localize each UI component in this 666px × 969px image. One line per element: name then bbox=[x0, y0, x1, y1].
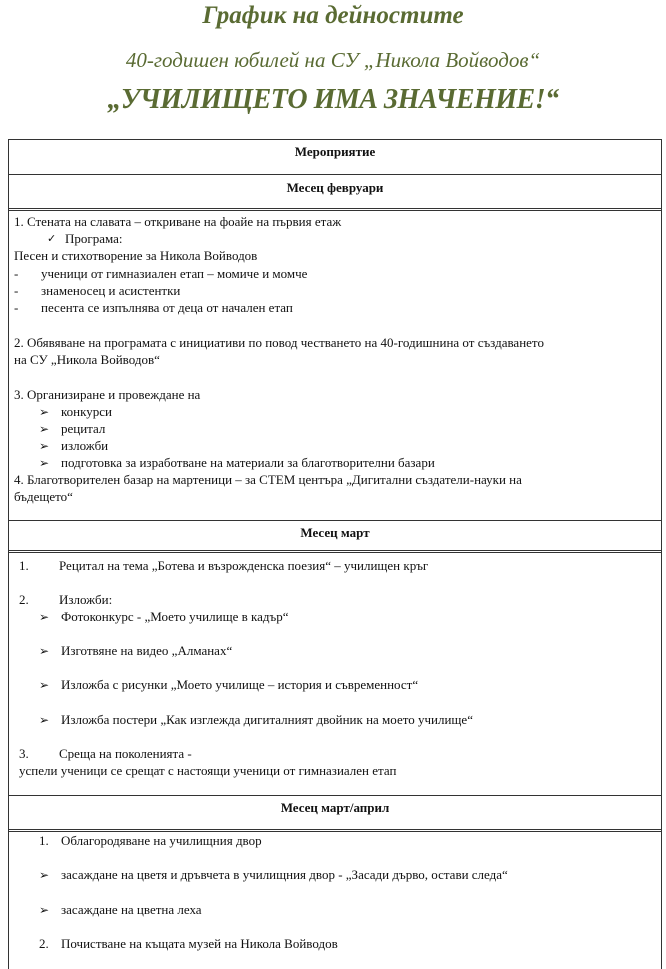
list-item: засаждане на цветна леха bbox=[61, 902, 202, 917]
marapr-item-1: Облагородяване на училищния двор bbox=[61, 833, 262, 848]
mar-item-3: Среща на поколенията - bbox=[59, 746, 192, 761]
list-item: изложби bbox=[61, 438, 109, 453]
month-header-march: Месец март bbox=[9, 520, 661, 552]
feb-item-1: 1. Стената на славата – откриване на фоайе на първия етаж bbox=[14, 214, 342, 229]
document-motto: „УЧИЛИЩЕТО ИМА ЗНАЧЕНИЕ!“ bbox=[107, 84, 559, 115]
arrow-bullet-icon: ➢ bbox=[39, 439, 50, 453]
list-item: знаменосец и асистентки bbox=[41, 283, 181, 298]
month-header-march-april: Месец март/април bbox=[9, 795, 661, 831]
list-item: Изложба постери „Как изглежда дигиталният двойник на моето училище“ bbox=[61, 712, 473, 727]
document-title: График на дейностите bbox=[202, 2, 464, 29]
feb-item-2-cont: на СУ „Никола Войводов“ bbox=[14, 352, 160, 367]
dash-marker: - bbox=[14, 266, 19, 281]
list-number: 1. bbox=[19, 558, 29, 573]
feb-item-3: 3. Организиране и провеждане на bbox=[14, 387, 201, 402]
list-item: рецитал bbox=[61, 421, 106, 436]
list-item: Изготвяне на видео „Алманах“ bbox=[61, 643, 233, 658]
feb-item-2: 2. Обявяване на програмата с инициативи по повод честването на 40-годишнина от създаването bbox=[14, 335, 544, 350]
list-number: 2. bbox=[19, 592, 29, 607]
list-item: засаждане на цветя и дръвчета в училищния двор - „Засади дърво, остави следа“ bbox=[61, 867, 508, 882]
mar-item-2: Изложби: bbox=[59, 592, 113, 607]
mar-item-3-cont: успели ученици се срещат с настоящи ученици от гимназиален етап bbox=[19, 763, 397, 778]
table-column-header: Мероприятие bbox=[294, 144, 376, 159]
schedule-table bbox=[8, 139, 662, 969]
feb-song-line: Песен и стихотворение за Никола Войводов bbox=[14, 248, 258, 263]
arrow-bullet-icon: ➢ bbox=[39, 405, 50, 419]
list-item: подготовка за изработване на материали за благотворителни базари bbox=[61, 455, 435, 470]
dash-marker: - bbox=[14, 300, 19, 315]
dash-marker: - bbox=[14, 283, 19, 298]
month-section-february bbox=[9, 208, 661, 520]
month-section-march bbox=[9, 550, 661, 795]
mar-item-1: Рецитал на тема „Ботева и възрожденска поезия“ – училищен кръг bbox=[59, 558, 429, 573]
feb-item-4: 4. Благотворителен базар на мартеници – за СТЕМ центъра „Дигитални създатели-науки на bbox=[14, 472, 522, 487]
feb-program-label: Програма: bbox=[65, 231, 123, 246]
list-number: 1. bbox=[39, 833, 49, 848]
arrow-bullet-icon: ➢ bbox=[39, 678, 50, 692]
check-icon: ✓ bbox=[47, 232, 57, 245]
document-subtitle: 40-годишен юбилей на СУ „Никола Войводов“ bbox=[125, 48, 541, 72]
list-number: 2. bbox=[39, 936, 49, 951]
arrow-bullet-icon: ➢ bbox=[39, 422, 50, 436]
list-item: Изложба с рисунки „Моето училище – история и съвременност“ bbox=[61, 677, 419, 692]
list-item: песента се изпълнява от деца от начален етап bbox=[41, 300, 293, 315]
month-header-february: Месец февруари bbox=[9, 174, 661, 210]
arrow-bullet-icon: ➢ bbox=[39, 713, 50, 727]
list-number: 3. bbox=[19, 746, 29, 761]
arrow-bullet-icon: ➢ bbox=[39, 456, 50, 470]
feb-item-4-cont: бъдещето“ bbox=[14, 489, 73, 504]
month-section-march-april bbox=[9, 829, 661, 969]
arrow-bullet-icon: ➢ bbox=[39, 868, 50, 882]
arrow-bullet-icon: ➢ bbox=[39, 610, 50, 624]
marapr-item-2: Почистване на къщата музей на Никола Войводов bbox=[61, 936, 338, 951]
list-item: конкурси bbox=[61, 404, 112, 419]
arrow-bullet-icon: ➢ bbox=[39, 903, 50, 917]
list-item: Фотоконкурс - „Моето училище в кадър“ bbox=[61, 609, 289, 624]
list-item: ученици от гимназиален етап – момиче и момче bbox=[41, 266, 308, 281]
arrow-bullet-icon: ➢ bbox=[39, 644, 50, 658]
